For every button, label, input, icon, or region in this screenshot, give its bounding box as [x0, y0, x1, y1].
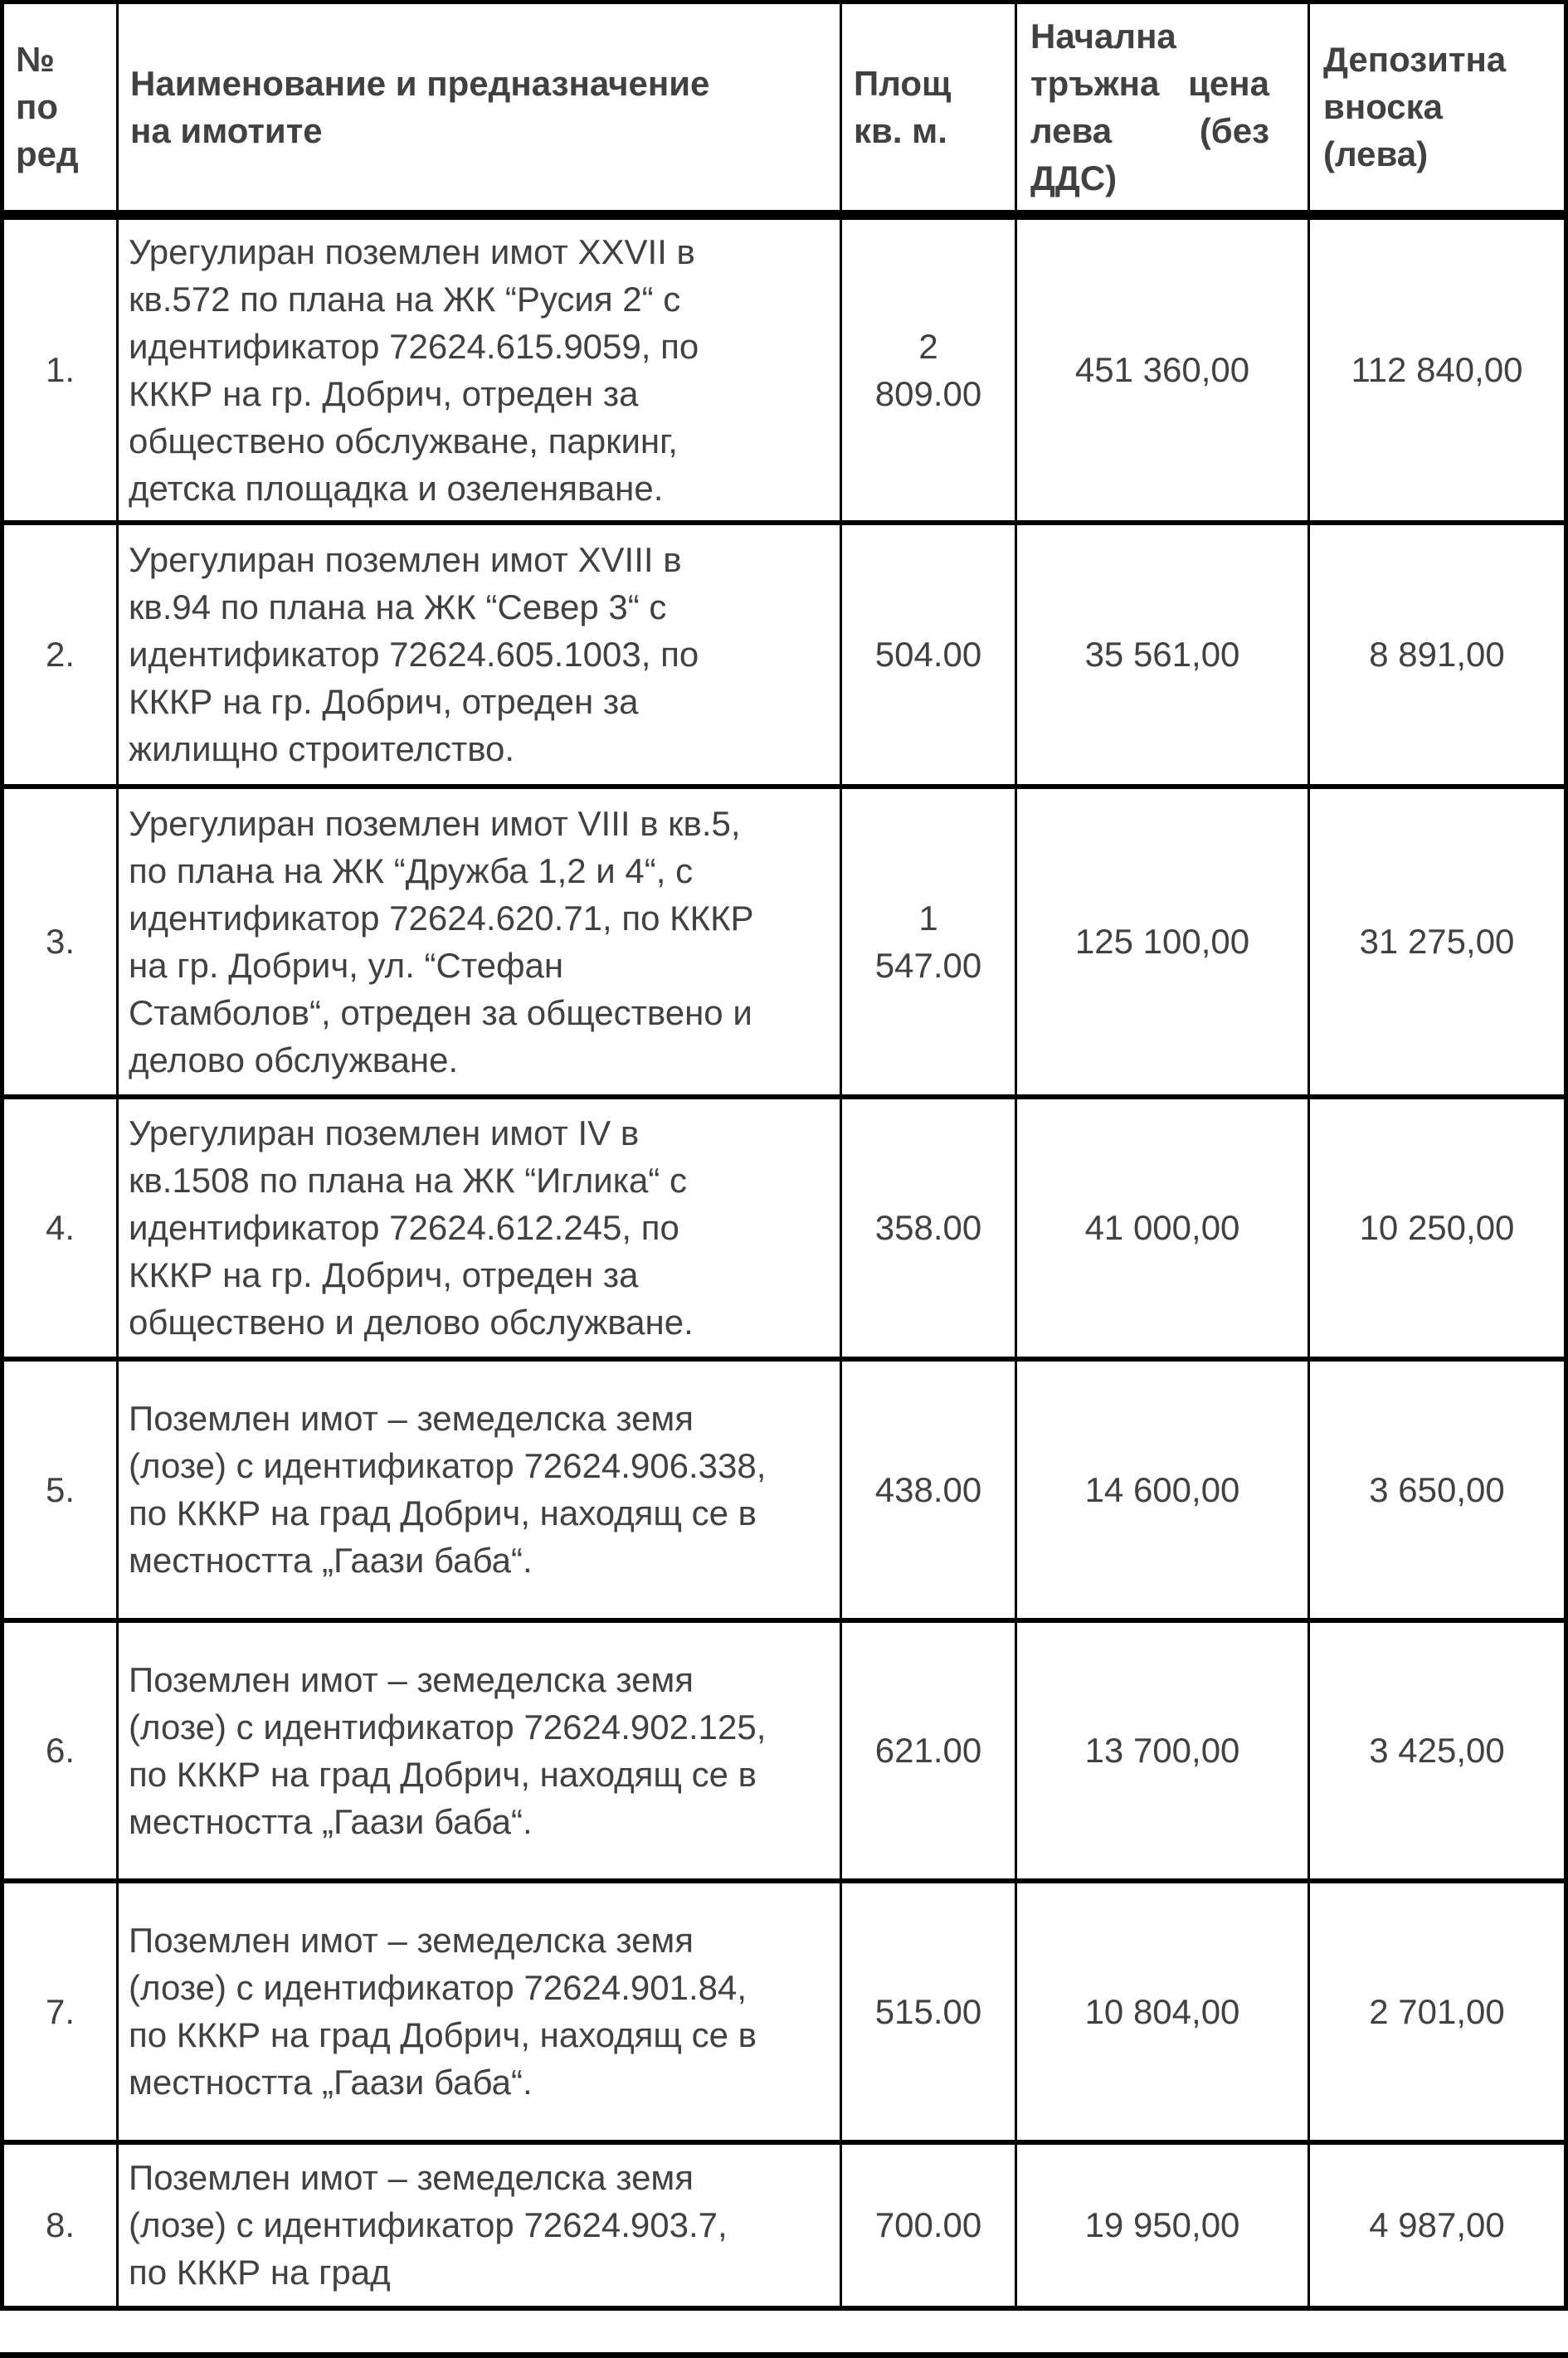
- row-number-cell: 7.: [2, 1881, 118, 2142]
- area-cell: 2 809.00: [841, 215, 1016, 523]
- row-number-cell: 2.: [2, 523, 118, 787]
- table-row: [2, 1881, 1566, 2142]
- deposit-cell: 112 840,00: [1309, 215, 1566, 523]
- property-description-cell: [118, 1881, 841, 2142]
- table-row: [2, 1620, 1566, 1881]
- property-description-text: Поземлен имот – земеделска земя (лозе) с идентификатор 72624.906.338, по КККР на град Добрич, находящ се в местността „Гаази баба“.: [129, 1399, 767, 1580]
- property-description-text: Урегулиран поземлен имот XXVII в кв.572 по плана на ЖК “Русия 2“ с идентификатор 72624.615.9059, по КККР на гр. Добрич, отреден за обществено обслужване, паркинг, детска площадка и озеленяване.: [129, 231, 699, 508]
- area-cell: 515.00: [841, 1881, 1016, 2142]
- property-description-text: Урегулиран поземлен имот IV в кв.1508 по плана на ЖК “Иглика“ с идентификатор 72624.612.245, по КККР на гр. Добрич, отреден за обществено и делово обслужване.: [129, 1113, 694, 1342]
- area-cell: 621.00: [841, 1620, 1016, 1881]
- area-cell: 438.00: [841, 1359, 1016, 1620]
- property-description-cell: [118, 215, 841, 523]
- starting-price-cell: 451 360,00: [1016, 215, 1309, 523]
- area-column-header: [841, 2, 1016, 215]
- row-number-cell: 6.: [2, 1620, 118, 1881]
- table-row: [2, 523, 1566, 787]
- starting-price-cell: 35 561,00: [1016, 523, 1309, 787]
- table-body: [2, 215, 1566, 2308]
- row-number-cell: 5.: [2, 1359, 118, 1620]
- property-description-text: Урегулиран поземлен имот XVIII в кв.94 по плана на ЖК “Север 3“ с идентификатор 72624.605.1003, по КККР на гр. Добрич, отреден за жилищно строителство.: [129, 540, 699, 768]
- deposit-cell: 2 701,00: [1309, 1881, 1566, 2142]
- table-row: [2, 787, 1566, 1097]
- property-description-cell: [118, 787, 841, 1097]
- order-number-column-header: [2, 2, 118, 215]
- starting-price-column-header: [1016, 2, 1309, 215]
- starting-price-cell: 41 000,00: [1016, 1097, 1309, 1359]
- table-row: [2, 1097, 1566, 1359]
- property-description-cell: [118, 523, 841, 787]
- starting-price-cell: 13 700,00: [1016, 1620, 1309, 1881]
- area-cell: 700.00: [841, 2142, 1016, 2308]
- property-description-cell: [118, 1620, 841, 1881]
- table-header: [2, 2, 1566, 215]
- property-description-text: Поземлен имот – земеделска земя (лозе) с идентификатор 72624.901.84, по КККР на град Добрич, находящ се в местността „Гаази баба“.: [129, 1921, 757, 2102]
- property-name-header-label: Наименование и предназначение на имотите: [130, 63, 710, 150]
- starting-price-cell: 14 600,00: [1016, 1359, 1309, 1620]
- row-number-cell: 1.: [2, 215, 118, 523]
- deposit-cell: 4 987,00: [1309, 2142, 1566, 2308]
- starting-price-cell: 19 950,00: [1016, 2142, 1309, 2308]
- deposit-cell: 10 250,00: [1309, 1097, 1566, 1359]
- starting-price-cell: 10 804,00: [1016, 1881, 1309, 2142]
- header-row: [2, 2, 1566, 215]
- property-description-text: Урегулиран поземлен имот VIII в кв.5, по плана на ЖК “Дружба 1,2 и 4“, с идентификатор 72624.620.71, по КККР на гр. Добрич, ул. “Стефан Стамболов“, отреден за обществено и делово обслужване.: [129, 803, 754, 1079]
- starting-price-cell: 125 100,00: [1016, 787, 1309, 1097]
- property-description-text: Поземлен имот – земеделска земя (лозе) с идентификатор 72624.902.125, по КККР на град Добрич, находящ се в местността „Гаази баба“.: [129, 1659, 767, 1841]
- property-description-cell: [118, 2142, 841, 2308]
- deposit-cell: 3 650,00: [1309, 1359, 1566, 1620]
- property-description-cell: [118, 1097, 841, 1359]
- table-row: [2, 2142, 1566, 2308]
- table-row: [2, 215, 1566, 523]
- table-row: [2, 1359, 1566, 1620]
- row-number-cell: 8.: [2, 2142, 118, 2308]
- row-number-cell: 4.: [2, 1097, 118, 1359]
- row-number-cell: 3.: [2, 787, 118, 1097]
- deposit-cell: 31 275,00: [1309, 787, 1566, 1097]
- deposit-column-header: [1309, 2, 1566, 215]
- deposit-header-label: Депозитна вноска (лева): [1323, 40, 1507, 174]
- area-cell: 358.00: [841, 1097, 1016, 1359]
- order-number-header-label: № по ред: [16, 40, 79, 174]
- starting-price-header-label: Начална тръжна цена лева (без ДДС): [1030, 16, 1269, 197]
- property-description-text: Поземлен имот – земеделска земя (лозе) с идентификатор 72624.903.7, по КККР на град: [129, 2158, 728, 2292]
- deposit-cell: 8 891,00: [1309, 523, 1566, 787]
- area-cell: 504.00: [841, 523, 1016, 787]
- property-description-cell: [118, 1359, 841, 1620]
- area-cell: 1 547.00: [841, 787, 1016, 1097]
- area-header-label: Площ кв. м.: [854, 63, 952, 150]
- property-name-column-header: [118, 2, 841, 215]
- deposit-cell: 3 425,00: [1309, 1620, 1566, 1881]
